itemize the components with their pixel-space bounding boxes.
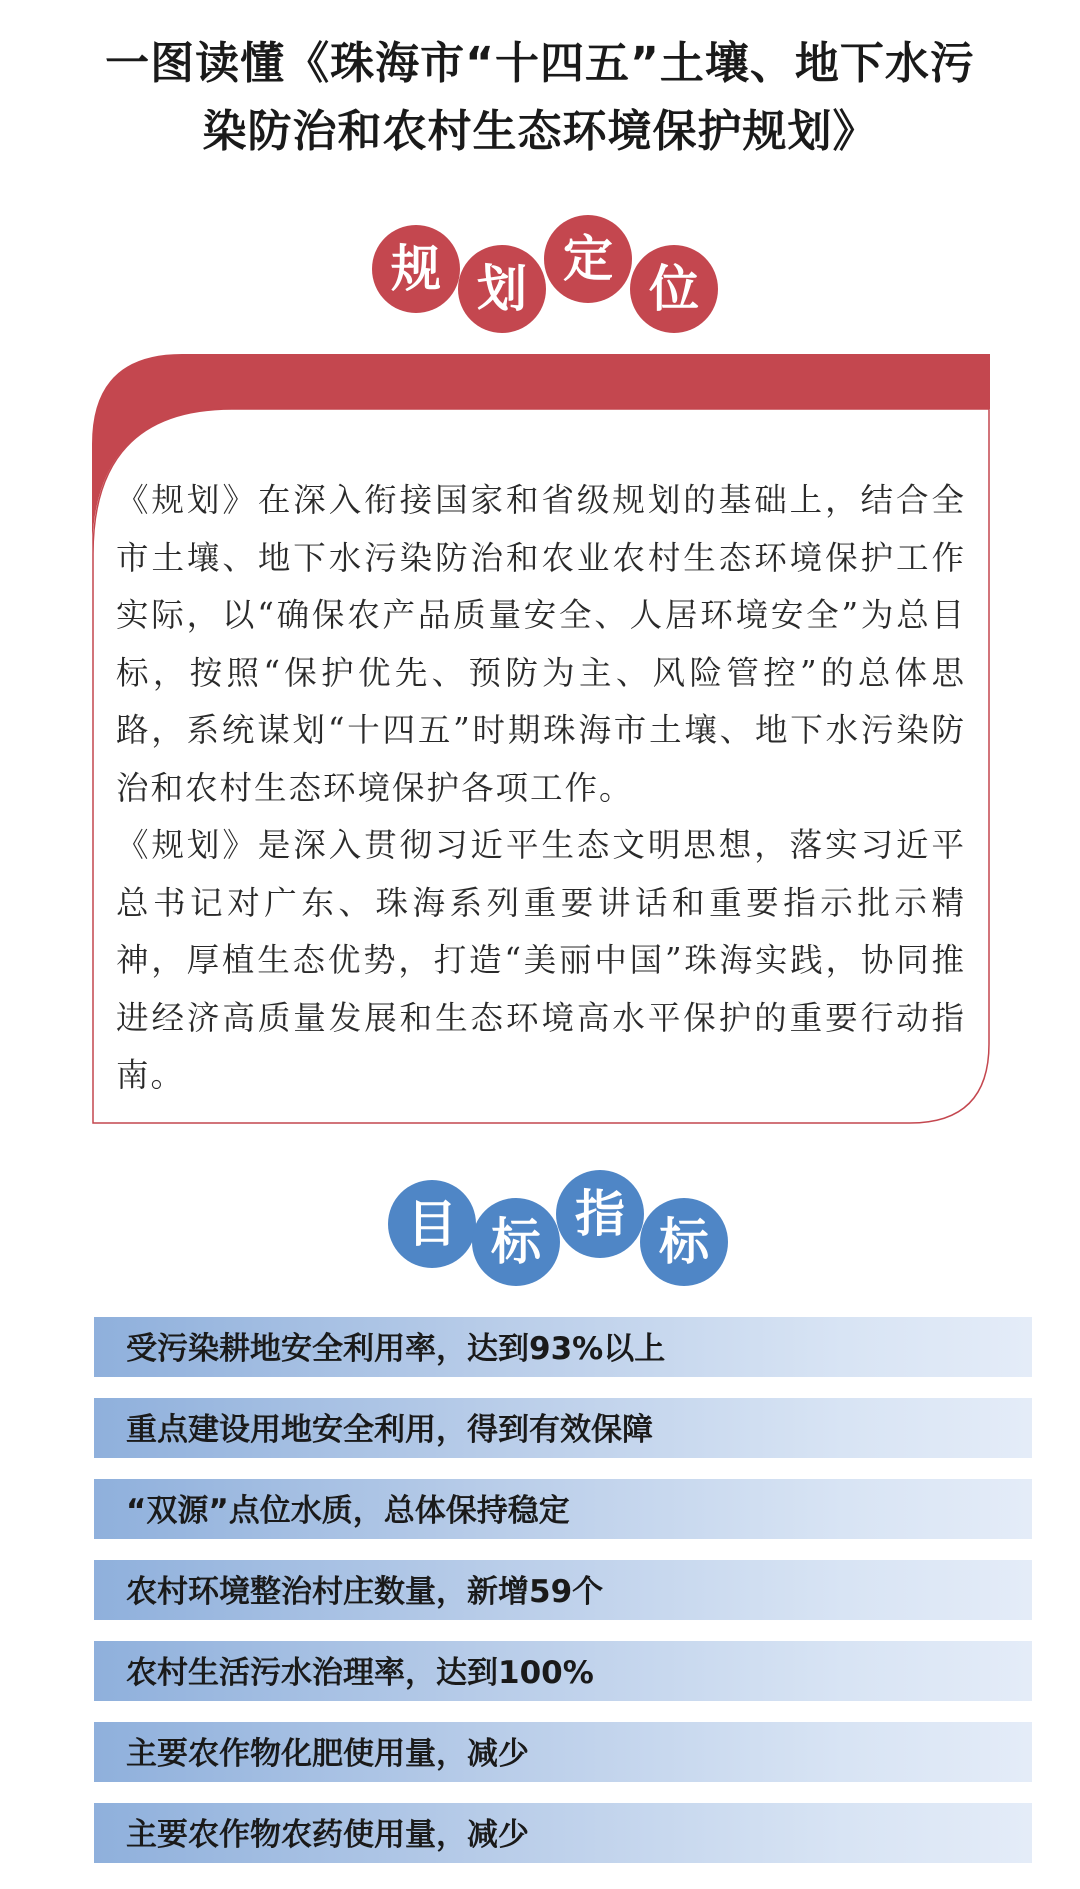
page-title <box>0 30 1080 166</box>
heading-char: 规 <box>372 225 460 313</box>
heading-char: 标 <box>472 1198 560 1286</box>
heading-char: 指 <box>556 1170 644 1258</box>
section-heading-positioning <box>372 215 732 335</box>
page-title-line-2: 染防治和农村生态环境保护规划》 <box>202 106 878 157</box>
positioning-card <box>92 354 990 1124</box>
heading-char: 目 <box>388 1180 476 1268</box>
heading-char: 划 <box>458 245 546 333</box>
positioning-paragraph-2: 《规划》是深入贯彻习近平生态文明思想，落实习近平总书记对广东、珠海系列重要讲话和重要指示批示精神，厚植生态优势，打造“美丽中国”珠海实践，协同推进经济高质量发展和生态环境高水平保护的重要行动指南。 <box>116 826 966 1094</box>
page-title-line-1: 一图读懂《珠海市“十四五”土壤、地下水污 <box>105 38 975 89</box>
heading-char: 位 <box>630 245 718 333</box>
target-item: 主要农作物农药使用量，减少 <box>94 1803 1032 1863</box>
heading-char: 定 <box>544 215 632 303</box>
target-item: 受污染耕地安全利用率，达到93%以上 <box>94 1317 1032 1377</box>
section-heading-targets <box>388 1170 748 1290</box>
target-item: 农村环境整治村庄数量，新增59个 <box>94 1560 1032 1620</box>
heading-char: 标 <box>640 1198 728 1286</box>
target-item: 重点建设用地安全利用，得到有效保障 <box>94 1398 1032 1458</box>
positioning-text <box>116 472 966 1105</box>
target-item: “双源”点位水质，总体保持稳定 <box>94 1479 1032 1539</box>
target-item: 主要农作物化肥使用量，减少 <box>94 1722 1032 1782</box>
positioning-paragraph-1: 《规划》在深入衔接国家和省级规划的基础上，结合全市土壤、地下水污染防治和农业农村生态环境保护工作实际，以“确保农产品质量安全、人居环境安全”为总目标，按照“保护优先、预防为主、风险管控”的总体思路，系统谋划“十四五”时期珠海市土壤、地下水污染防治和农村生态环境保护各项工作。 <box>116 481 966 807</box>
target-item: 农村生活污水治理率，达到100% <box>94 1641 1032 1701</box>
target-list <box>94 1317 1032 1884</box>
